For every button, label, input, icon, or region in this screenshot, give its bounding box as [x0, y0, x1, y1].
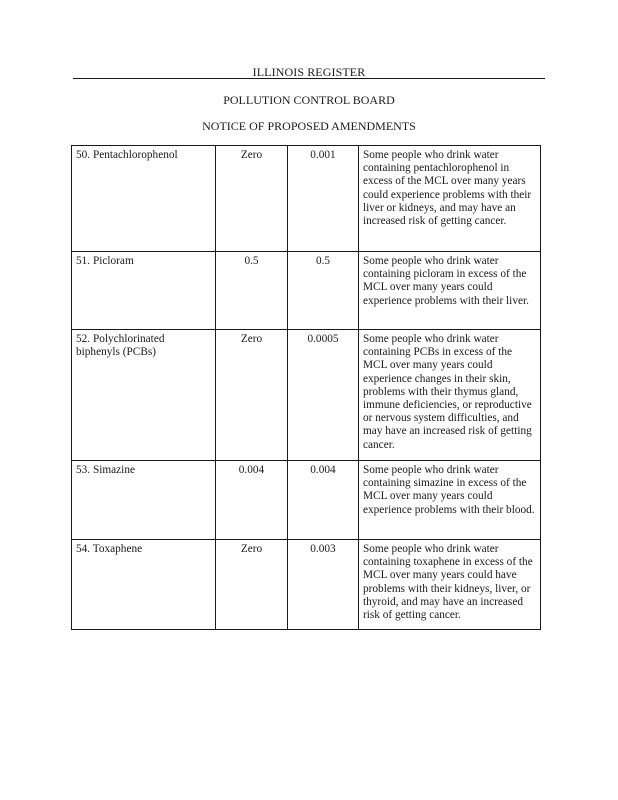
table-row [72, 146, 541, 252]
mcl-value: 0.5 [288, 252, 359, 330]
contaminant-name: 52. Polychlorinated biphenyls (PCBs) [72, 330, 216, 461]
mclg-value: Zero [216, 146, 288, 252]
health-effects: Some people who drink water containing picloram in excess of the MCL over many years could experience problems with their liver. [359, 252, 541, 330]
notice-title: NOTICE OF PROPOSED AMENDMENTS [202, 119, 416, 133]
mclg-value: Zero [216, 330, 288, 461]
health-effects: Some people who drink water containing simazine in excess of the MCL over many years could experience problems with their blood. [359, 461, 541, 540]
register-title: ILLINOIS REGISTER [252, 65, 366, 79]
health-effects: Some people who drink water containing PCBs in excess of the MCL over many years could experience changes in their skin, problems with their thymus gland, immune deficiencies, or reproductive or nervous system difficulties, and may have an increased risk of getting cancer. [359, 330, 541, 461]
mcl-value: 0.004 [288, 461, 359, 540]
contaminant-table [71, 145, 541, 630]
health-effects: Some people who drink water containing pentachlorophenol in excess of the MCL over many years could experience problems with their liver or kidneys, and may have an increased risk of getting cancer. [359, 146, 541, 252]
header-rule [73, 78, 545, 79]
health-effects: Some people who drink water containing toxaphene in excess of the MCL over many years could have problems with their kidneys, liver, or thyroid, and may have an increased risk of getting cancer. [359, 540, 541, 630]
table-row [72, 461, 541, 540]
mclg-value: 0.004 [216, 461, 288, 540]
mcl-value: 0.0005 [288, 330, 359, 461]
contaminant-name: 53. Simazine [72, 461, 216, 540]
mclg-value: Zero [216, 540, 288, 630]
mclg-value: 0.5 [216, 252, 288, 330]
board-title: POLLUTION CONTROL BOARD [223, 93, 395, 107]
contaminant-name: 54. Toxaphene [72, 540, 216, 630]
mcl-value: 0.003 [288, 540, 359, 630]
contaminant-name: 51. Picloram [72, 252, 216, 330]
table-row [72, 330, 541, 461]
table-row [72, 252, 541, 330]
table-row [72, 540, 541, 630]
mcl-value: 0.001 [288, 146, 359, 252]
contaminant-name: 50. Pentachlorophenol [72, 146, 216, 252]
